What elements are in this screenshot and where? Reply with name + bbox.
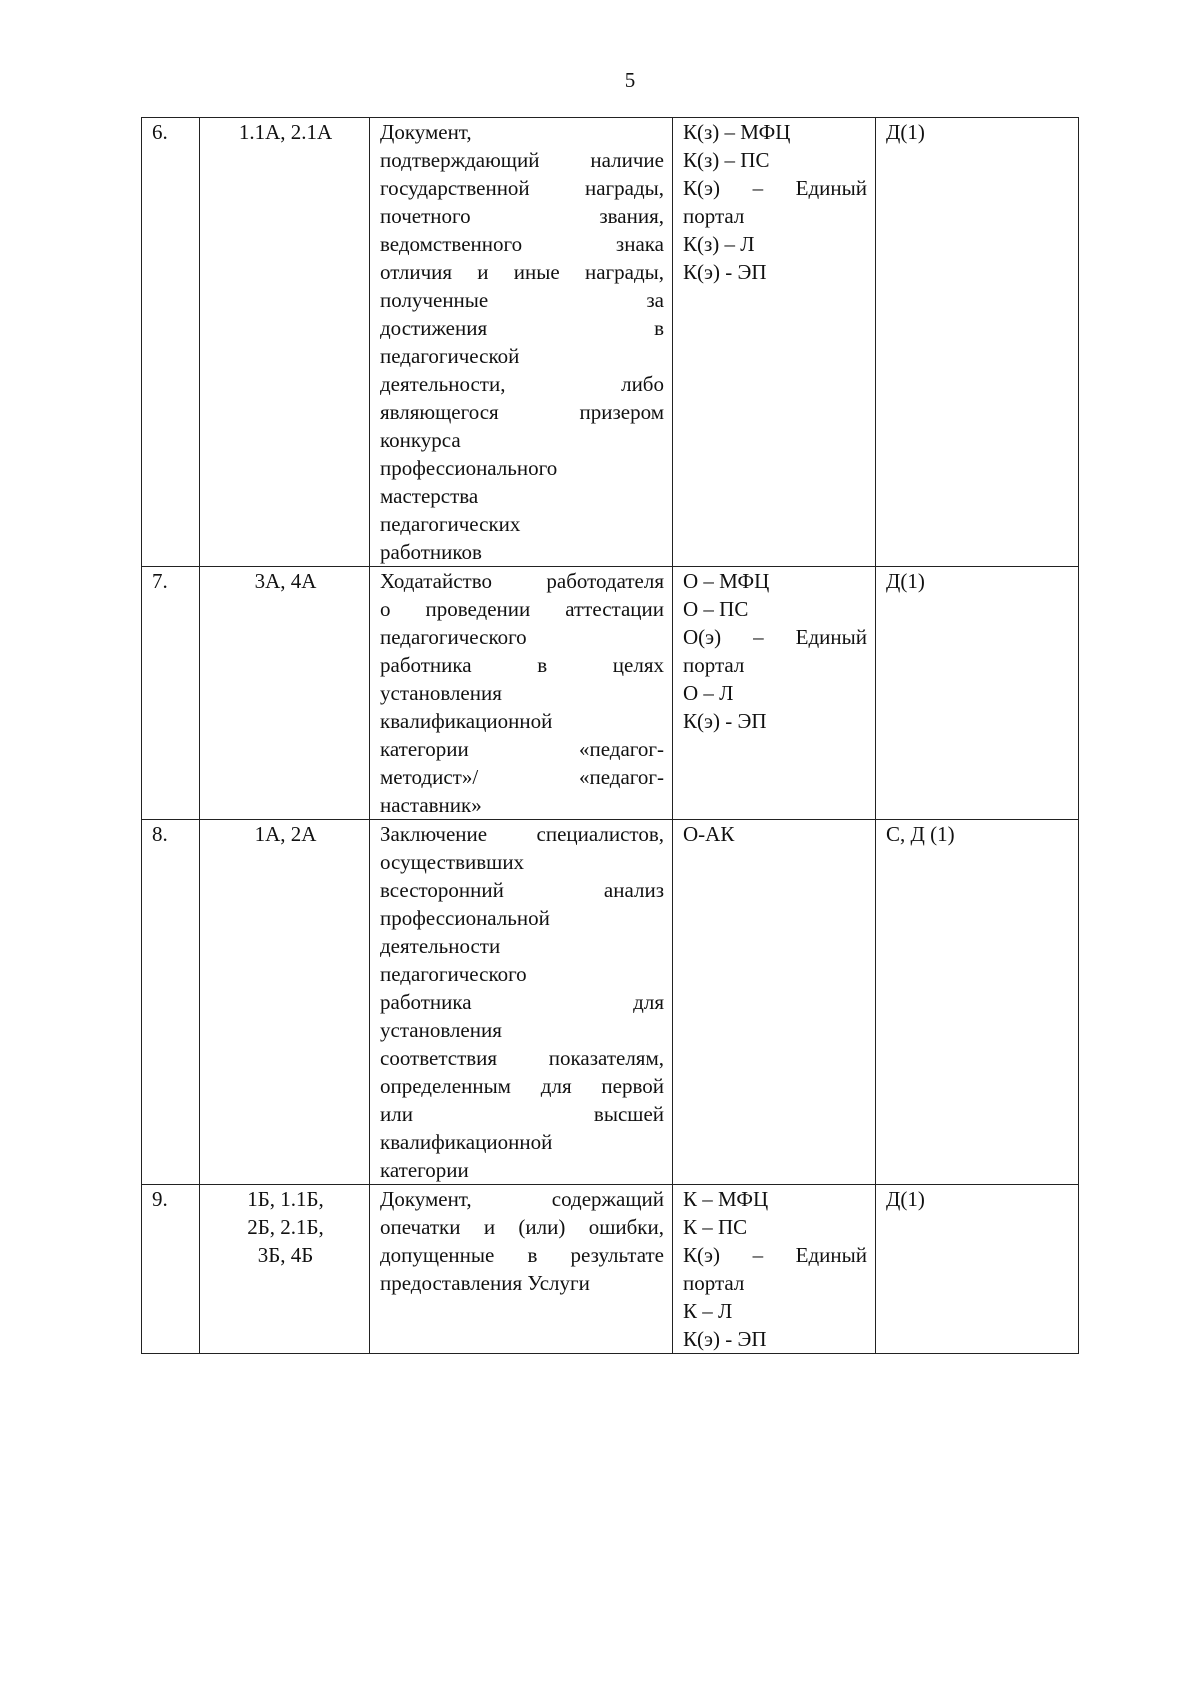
document-description-line: педагогического — [380, 625, 527, 649]
row-document-description — [370, 1185, 673, 1354]
table-row — [142, 567, 1079, 820]
submission-method-line: К – Л — [683, 1299, 733, 1323]
row-codes — [200, 118, 370, 567]
document-description-line: ведомственного знака — [380, 232, 664, 256]
row-note: Д(1) — [876, 567, 1079, 820]
row-submission-methods — [673, 820, 876, 1185]
documents-table — [141, 117, 1079, 1354]
submission-method-line: О-АК — [683, 822, 735, 846]
row-document-description — [370, 118, 673, 567]
submission-method-line: портал — [683, 204, 745, 228]
submission-method-line: К(э) – Единый — [683, 1243, 867, 1267]
row-number: 6. — [142, 118, 200, 567]
documents-table-body — [142, 118, 1079, 1354]
row-codes — [200, 567, 370, 820]
document-description-line: деятельности — [380, 934, 501, 958]
submission-method-line: К – ПС — [683, 1215, 748, 1239]
submission-method-line: портал — [683, 653, 745, 677]
document-description-line: государственной награды, — [380, 176, 664, 200]
row-code-line: 1Б, 1.1Б, — [247, 1187, 324, 1211]
row-note: Д(1) — [876, 118, 1079, 567]
document-description-line: достижения в — [380, 316, 664, 340]
document-description-line: категории «педагог- — [380, 737, 664, 761]
document-description-line: педагогической — [380, 344, 520, 368]
row-number: 9. — [142, 1185, 200, 1354]
row-submission-methods — [673, 567, 876, 820]
document-description-line: отличия и иные награды, — [380, 260, 664, 284]
row-document-description — [370, 820, 673, 1185]
document-description-line: работника в целях — [380, 653, 664, 677]
submission-method-line: К(з) – Л — [683, 232, 755, 256]
document-description-line: Документ, — [380, 120, 472, 144]
document-description-line: конкурса — [380, 428, 461, 452]
submission-method-line: К(з) – МФЦ — [683, 120, 791, 144]
document-description-line: полученные за — [380, 288, 664, 312]
row-note: Д(1) — [876, 1185, 1079, 1354]
document-description-line: квалификационной — [380, 709, 553, 733]
submission-method-line: О – Л — [683, 681, 734, 705]
document-description-line: подтверждающий наличие — [380, 148, 664, 172]
row-number: 7. — [142, 567, 200, 820]
row-submission-methods — [673, 1185, 876, 1354]
document-description-line: всесторонний анализ — [380, 878, 664, 902]
document-description-line: осуществивших — [380, 850, 525, 874]
document-description-line: профессионального — [380, 456, 558, 480]
document-description-line: о проведении аттестации — [380, 597, 664, 621]
submission-method-line: К(э) - ЭП — [683, 260, 767, 284]
submission-method-line: О(э) – Единый — [683, 625, 867, 649]
document-description-line: допущенные в результате — [380, 1243, 664, 1267]
document-description-line: квалификационной — [380, 1130, 553, 1154]
row-code-line: 3А, 4А — [254, 569, 317, 593]
row-code-line: 3Б, 4Б — [257, 1243, 314, 1267]
table-row — [142, 118, 1079, 567]
document-description-line: соответствия показателям, — [380, 1046, 664, 1070]
table-row — [142, 820, 1079, 1185]
document-description-line: или высшей — [380, 1102, 664, 1126]
submission-method-line: портал — [683, 1271, 745, 1295]
document-description-line: предоставления Услуги — [380, 1271, 590, 1295]
document-description-line: являющегося призером — [380, 400, 664, 424]
row-document-description — [370, 567, 673, 820]
document-description-line: установления — [380, 1018, 502, 1042]
submission-method-line: О – МФЦ — [683, 569, 770, 593]
document-description-line: мастерства — [380, 484, 479, 508]
submission-method-line: К(з) – ПС — [683, 148, 770, 172]
document-description-line: Документ, содержащий — [380, 1187, 664, 1211]
row-number: 8. — [142, 820, 200, 1185]
document-description-line: категории — [380, 1158, 469, 1182]
submission-method-line: О – ПС — [683, 597, 749, 621]
document-description-line: Ходатайство работодателя — [380, 569, 664, 593]
document-description-line: опечатки и (или) ошибки, — [380, 1215, 664, 1239]
page-number: 5 — [624, 68, 636, 92]
document-description-line: работника для — [380, 990, 664, 1014]
document-description-line: работников — [380, 540, 482, 564]
document-description-line: методист»/ «педагог- — [380, 765, 664, 789]
row-codes — [200, 1185, 370, 1354]
document-description-line: педагогических — [380, 512, 521, 536]
submission-method-line: К(э) – Единый — [683, 176, 867, 200]
row-code-line: 1.1А, 2.1А — [238, 120, 333, 144]
document-description-line: наставник» — [380, 793, 482, 817]
row-code-line: 2Б, 2.1Б, — [247, 1215, 324, 1239]
document-description-line: деятельности, либо — [380, 372, 664, 396]
table-row — [142, 1185, 1079, 1354]
row-codes — [200, 820, 370, 1185]
submission-method-line: К(э) - ЭП — [683, 709, 767, 733]
document-description-line: определенным для первой — [380, 1074, 664, 1098]
document-description-line: профессиональной — [380, 906, 550, 930]
row-code-line: 1А, 2А — [254, 822, 317, 846]
document-description-line: Заключение специалистов, — [380, 822, 664, 846]
submission-method-line: К – МФЦ — [683, 1187, 769, 1211]
submission-method-line: К(э) - ЭП — [683, 1327, 767, 1351]
document-description-line: почетного звания, — [380, 204, 664, 228]
row-note: С, Д (1) — [876, 820, 1079, 1185]
row-submission-methods — [673, 118, 876, 567]
document-description-line: педагогического — [380, 962, 527, 986]
document-description-line: установления — [380, 681, 502, 705]
